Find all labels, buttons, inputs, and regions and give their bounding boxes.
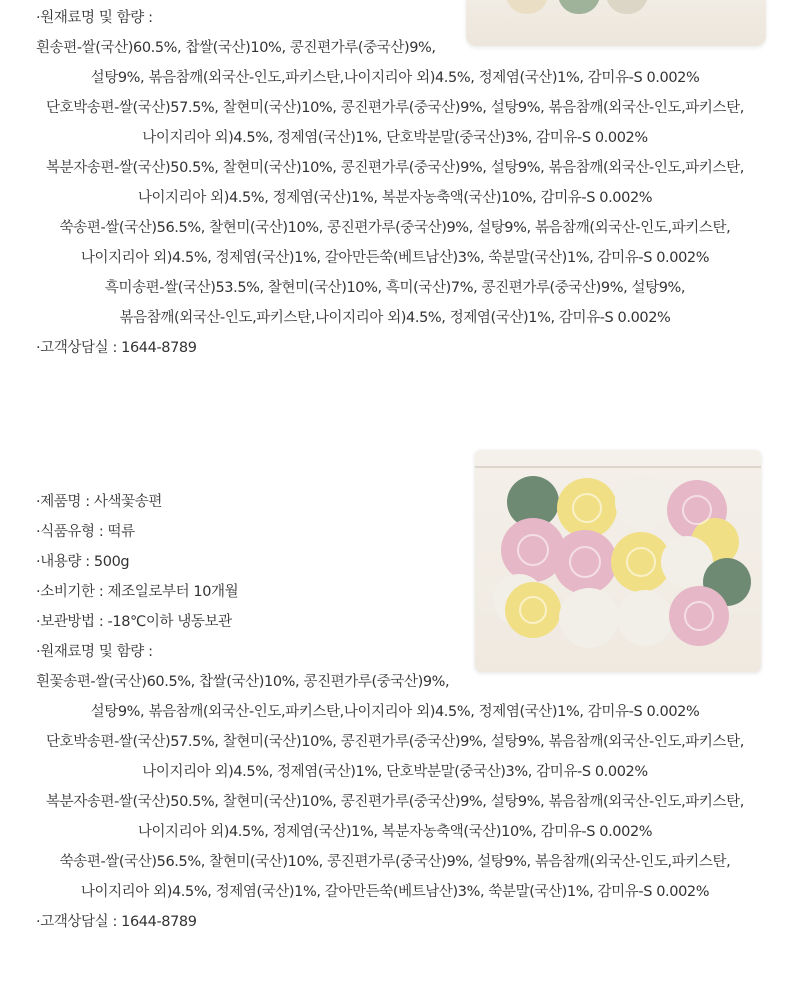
customer-service: ·고객상담실 : 1644-8789 [36, 914, 197, 930]
ingredient-line: 단호박송편-쌀(국산)57.5%, 찰현미(국산)10%, 콩진편가루(중국산)9%, 설탕9%, 볶음참깨(외국산-인도,파키스탄, [46, 100, 744, 116]
ingredient-line: 흰꽃송편-쌀(국산)60.5%, 찹쌀(국산)10%, 콩진편가루(중국산)9%, [36, 674, 450, 690]
product-photo-top [466, 0, 766, 46]
ingredients-heading: ·원재료명 및 함량 : [36, 10, 153, 26]
ingredient-line: 쑥송편-쌀(국산)56.5%, 찰현미(국산)10%, 콩진편가루(중국산)9%, 설탕9%, 볶음참깨(외국산-인도,파키스탄, [59, 220, 731, 236]
ingredient-line: 쑥송편-쌀(국산)56.5%, 찰현미(국산)10%, 콩진편가루(중국산)9%, 설탕9%, 볶음참깨(외국산-인도,파키스탄, [59, 854, 731, 870]
ingredient-line: 흑미송편-쌀(국산)53.5%, 찰현미(국산)10%, 흑미(국산)7%, 콩진편가루(중국산)9%, 설탕9%, [104, 280, 686, 296]
ingredients-heading: ·원재료명 및 함량 : [36, 644, 153, 660]
songpyeon [505, 582, 561, 638]
ingredient-line: 설탕9%, 볶음참깨(외국산-인도,파키스탄,나이지리아 외)4.5%, 정제염(국산)1%, 감미유-S 0.002% [90, 704, 700, 720]
songpyeon [553, 530, 617, 594]
ingredient-line: 나이지리아 외)4.5%, 정제염(국산)1%, 복분자농축액(국산)10%, 감미유-S 0.002% [137, 824, 653, 840]
food-type: ·식품유형 : 떡류 [36, 524, 135, 540]
ingredient-line: 복분자송편-쌀(국산)50.5%, 찰현미(국산)10%, 콩진편가루(중국산)9%, 설탕9%, 볶음참깨(외국산-인도,파키스탄, [46, 794, 744, 810]
ingredient-line: 단호박송편-쌀(국산)57.5%, 찰현미(국산)10%, 콩진편가루(중국산)9%, 설탕9%, 볶음참깨(외국산-인도,파키스탄, [46, 734, 744, 750]
storage-method: ·보관방법 : -18℃이하 냉동보관 [36, 614, 232, 630]
expiration: ·소비기한 : 제조일로부터 10개월 [36, 584, 239, 600]
songpyeon-peek [558, 0, 600, 14]
ingredient-line: 나이지리아 외)4.5%, 정제염(국산)1%, 갈아만든쑥(베트남산)3%, 쑥분말(국산)1%, 감미유-S 0.002% [80, 884, 710, 900]
ingredient-line: 복분자송편-쌀(국산)50.5%, 찰현미(국산)10%, 콩진편가루(중국산)9%, 설탕9%, 볶음참깨(외국산-인도,파키스탄, [46, 160, 744, 176]
songpyeon-illustration [475, 450, 761, 672]
ingredient-line: 설탕9%, 볶음참깨(외국산-인도,파키스탄,나이지리아 외)4.5%, 정제염(국산)1%, 감미유-S 0.002% [90, 70, 700, 86]
songpyeon [669, 586, 729, 646]
ingredient-line: 나이지리아 외)4.5%, 정제염(국산)1%, 단호박분말(중국산)3%, 감미유-S 0.002% [142, 764, 648, 780]
ingredient-line: 볶음참깨(외국산-인도,파키스탄,나이지리아 외)4.5%, 정제염(국산)1%, 감미유-S 0.002% [119, 310, 671, 326]
net-content: ·내용량 : 500g [36, 554, 130, 570]
songpyeon [615, 474, 671, 530]
product-name: ·제품명 : 사색꽃송편 [36, 494, 162, 510]
songpyeon [617, 590, 673, 646]
songpyeon-peek [506, 0, 548, 14]
songpyeon-peek [606, 0, 648, 14]
songpyeon [557, 478, 617, 538]
ingredient-line: 흰송편-쌀(국산)60.5%, 찹쌀(국산)10%, 콩진편가루(중국산)9%, [36, 40, 436, 56]
ingredient-line: 나이지리아 외)4.5%, 정제염(국산)1%, 갈아만든쑥(베트남산)3%, 쑥분말(국산)1%, 감미유-S 0.002% [80, 250, 710, 266]
product-photo [475, 450, 761, 672]
customer-service: ·고객상담실 : 1644-8789 [36, 340, 197, 356]
ingredient-line: 나이지리아 외)4.5%, 정제염(국산)1%, 복분자농축액(국산)10%, 감미유-S 0.002% [137, 190, 653, 206]
ingredient-line: 나이지리아 외)4.5%, 정제염(국산)1%, 단호박분말(중국산)3%, 감미유-S 0.002% [142, 130, 648, 146]
songpyeon [559, 588, 619, 648]
